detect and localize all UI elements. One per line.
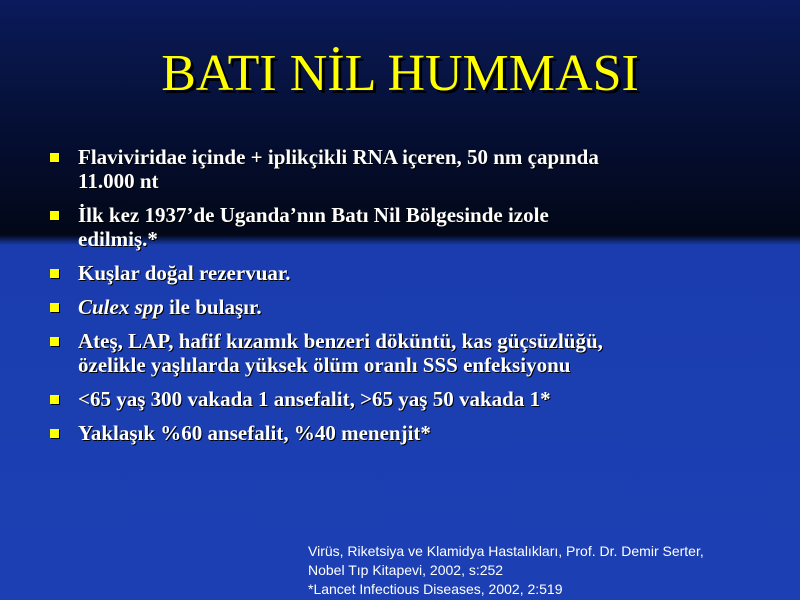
reference-line: *Lancet Infectious Diseases, 2002, 2:519 (308, 581, 563, 597)
bullet-text-line (78, 295, 768, 319)
bullet-text-line: 11.000 nt (78, 169, 159, 193)
bullet-text-line: edilmiş.* (78, 227, 158, 251)
bullet-item (48, 421, 768, 445)
bullet-text-line: Ateş, LAP, hafif kızamık benzeri döküntü, kas güçsüzlüğü, (78, 329, 603, 353)
bullet-text-line: Kuşlar doğal rezervuar. (78, 261, 291, 285)
bullet-text-line: Yaklaşık %60 ansefalit, %40 menenjit* (78, 421, 431, 445)
bullet-item (48, 203, 768, 251)
bullet-item (48, 145, 768, 193)
square-bullet-icon (50, 429, 59, 438)
reference-line: Nobel Tıp Kitapevi, 2002, s:252 (308, 562, 504, 578)
bullet-item (48, 387, 768, 411)
bullet-text-rest: ile bulaşır. (163, 295, 262, 319)
bullet-text-line: özelikle yaşlılarda yüksek ölüm oranlı SSS enfeksiyonu (78, 353, 571, 377)
slide-title: BATI NİL HUMMASI (161, 45, 639, 102)
reference-footnote (308, 542, 788, 599)
bullet-item (48, 261, 768, 285)
square-bullet-icon (50, 337, 59, 346)
square-bullet-icon (50, 269, 59, 278)
square-bullet-icon (50, 211, 59, 220)
bullet-list (48, 145, 768, 455)
square-bullet-icon (50, 153, 59, 162)
bullet-item (48, 329, 768, 377)
bullet-text-line: Flaviviridae içinde + iplikçikli RNA içeren, 50 nm çapında (78, 145, 599, 169)
bullet-item (48, 295, 768, 319)
bullet-text-line: İlk kez 1937’de Uganda’nın Batı Nil Bölgesinde izole (78, 203, 549, 227)
square-bullet-icon (50, 395, 59, 404)
italic-species-name: Culex spp (78, 295, 164, 319)
reference-line: Virüs, Riketsiya ve Klamidya Hastalıkları, Prof. Dr. Demir Serter, (308, 543, 704, 559)
square-bullet-icon (50, 303, 59, 312)
bullet-text-line: <65 yaş 300 vakada 1 ansefalit, >65 yaş 50 vakada 1* (78, 387, 551, 411)
